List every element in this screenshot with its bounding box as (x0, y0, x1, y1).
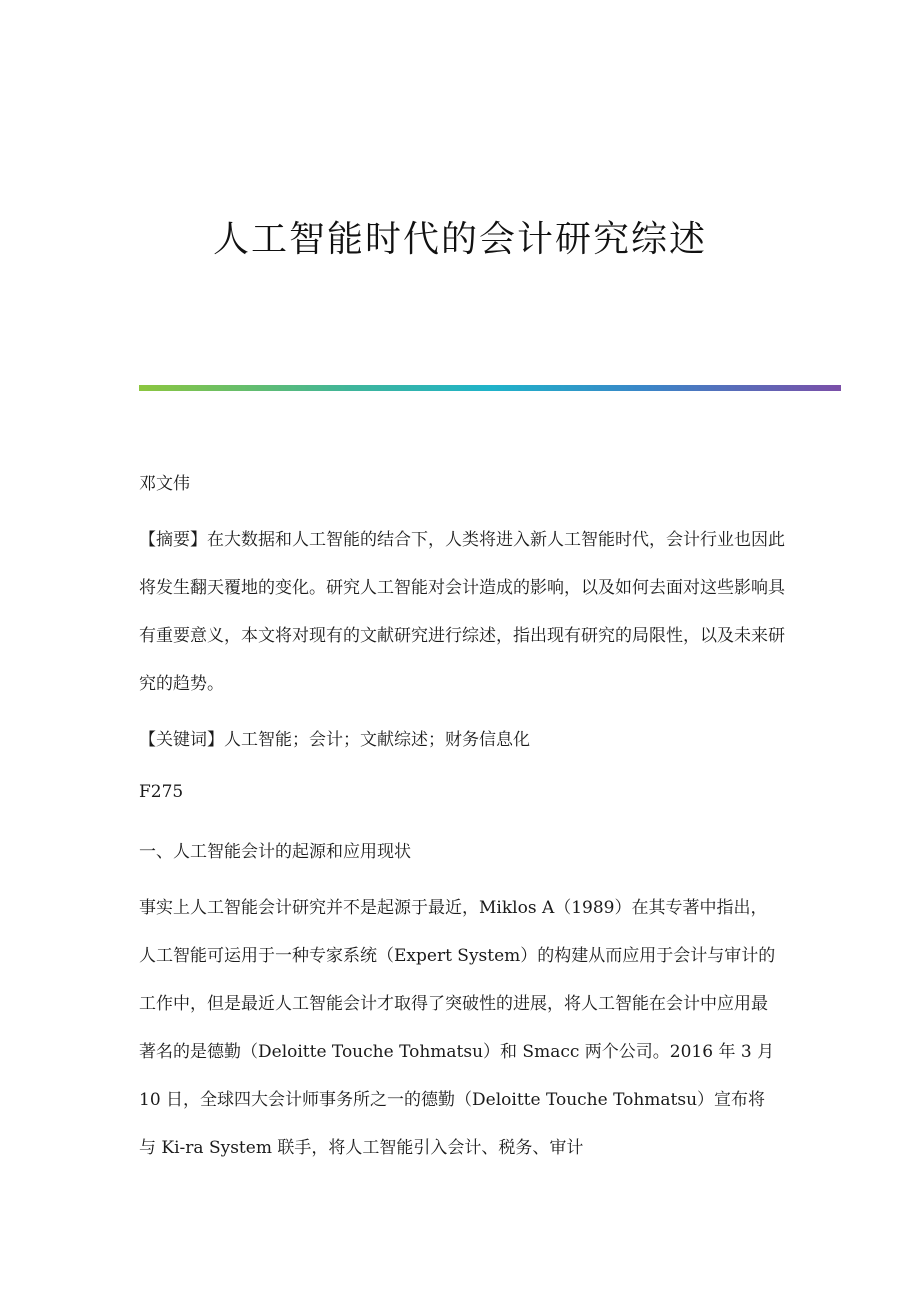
keywords (139, 716, 789, 764)
classification-code: F275 (139, 782, 184, 802)
title-divider (139, 385, 841, 391)
abstract (139, 516, 789, 708)
section-paragraph: 事实上人工智能会计研究并不是起源于最近，Miklos A（1989）在其专著中指出，人工智能可运用于一种专家系统（Expert System）的构建从而应用于会计与审计的工作中，但是最近人工智能会计才取得了突破性的进展，将人工智能在会计中应用最著名的是德勤（Deloitte Touche Tohmatsu）和 Smacc 两个公司。2016 年 3 月 10 日，全球四大会计师事务所之一的德勤（Deloitte Touche Tohmatsu）宣布将与 Ki-ra System 联手，将人工智能引入会计、税务、审计 (139, 898, 776, 1158)
keywords-label: 【关键词】 (139, 730, 224, 750)
paper-title: 人工智能时代的会计研究综述 (212, 219, 707, 260)
abstract-label: 【摘要】 (139, 530, 207, 550)
author-name: 邓文伟 (139, 474, 190, 494)
keywords-text: 人工智能；会计；文献综述；财务信息化 (224, 730, 530, 750)
abstract-text: 在大数据和人工智能的结合下，人类将进入新人工智能时代，会计行业也因此将发生翻天覆地的变化。研究人工智能对会计造成的影响，以及如何去面对这些影响具有重要意义，本文将对现有的文献研究进行综述，指出现有研究的局限性，以及未来研究的趋势。 (139, 530, 785, 694)
section-heading: 一、人工智能会计的起源和应用现状 (139, 842, 411, 862)
